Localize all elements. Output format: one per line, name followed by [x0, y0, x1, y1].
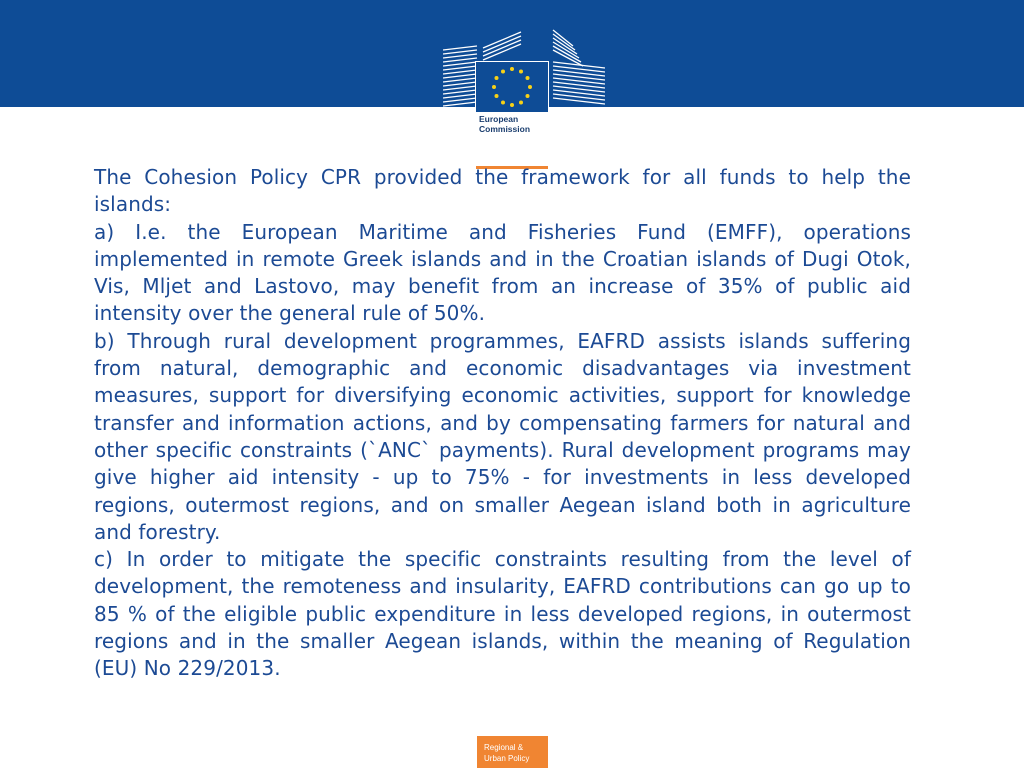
main-text	[94, 164, 911, 683]
logo-panel	[475, 61, 549, 170]
logo-line-2: Commission	[479, 124, 531, 134]
badge-line-1: Regional &	[484, 743, 524, 752]
paragraph-b: b) Through rural development programmes, EAFRD assists islands suffering from natural, demographic and economic disadvantages via investment measures, support for diversifying economic activities, support for knowledge transfer and information actions, and by compensating farmers for natural and other specific constraints (`ANC` payments). Rural development programs may give higher aid intensity - up to 75% - for investments in less developed regions, outermost regions, and on smaller Aegean island both in agriculture and forestry.	[94, 328, 911, 544]
paragraph-intro: The Cohesion Policy CPR provided the framework for all funds to help the islands:	[94, 165, 911, 217]
paragraph-a: a) I.e. the European Maritime and Fisheries Fund (EMFF), operations implemented in remote Greek islands and in the Croatian islands of Dugi Otok, Vis, Mljet and Lastovo, may benefit from an increase of 35% of public aid intensity over the general rule of 50%.	[94, 219, 911, 326]
paragraph-c: c) In order to mitigate the specific constraints resulting from the level of development, the remoteness and insularity, EAFRD contributions can go up to 85 % of the eligible public expenditure in less developed regions, in outermost regions and in the smaller Aegean islands, within the meaning of Regulation (EU) No 229/2013.	[94, 547, 911, 681]
logo-line-1: European	[479, 114, 519, 124]
logo-wordmark	[479, 114, 530, 134]
regional-urban-policy-badge	[477, 736, 548, 768]
badge-line-2: Urban Policy	[484, 754, 530, 763]
european-commission-logo	[443, 28, 605, 144]
